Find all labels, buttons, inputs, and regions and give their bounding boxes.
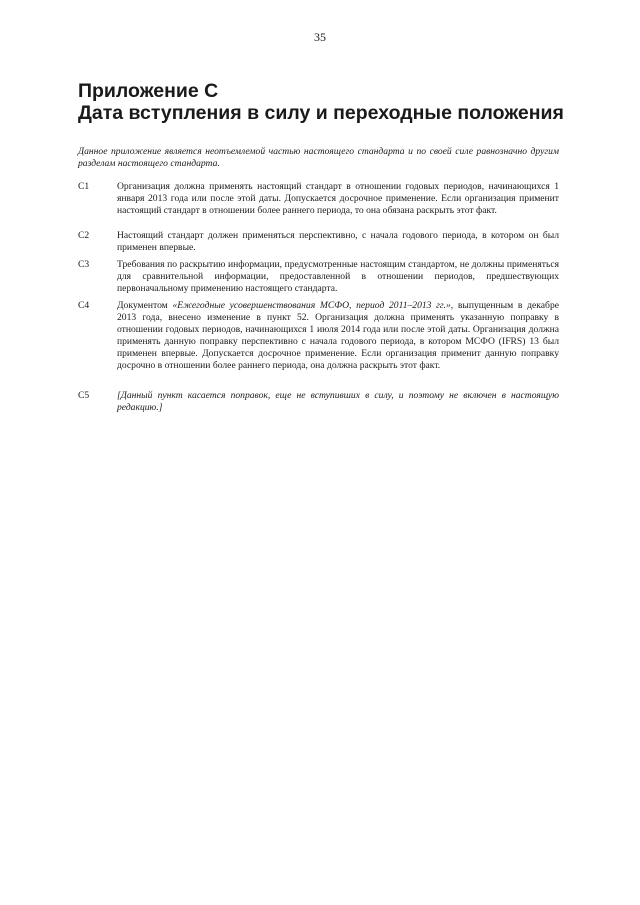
paragraph-c5 (78, 390, 559, 414)
paragraph-number: С4 (78, 300, 90, 311)
page-number: 35 (314, 30, 326, 44)
paragraph-text: Требования по раскрытию информации, предусмотренные настоящим стандартом, не должны применяться для сравнительной информации, предоставленной в отношении периодов, предшествующих первоначальному применению настоящего стандарта. (117, 259, 559, 294)
appendix-subtitle: Дата вступления в силу и переходные положения (78, 102, 564, 124)
paragraph-text-rest: , выпущенным в декабре 2013 года, внесено изменение в пункт 52. Организация должна применять указанную поправку в отношении годовых периодов, начинающихся 1 июля 2014 года или после этой даты. Организация должна применять данную поправку перспективно с начала годового периода, в котором МСФО (IFRS) 13 был применен впервые. Допускается досрочное применение. Если организация применит данную поправку досрочно в отношении более раннего периода, она должна раскрыть этот факт. (117, 300, 559, 371)
paragraph-number: С5 (78, 390, 90, 401)
paragraph-text-lead: Документом (117, 300, 173, 311)
appendix-title: Приложение С (78, 80, 219, 102)
paragraph-text (117, 300, 559, 372)
paragraph-c4 (78, 300, 559, 372)
paragraph-text: [Данный пункт касается поправок, еще не вступивших в силу, и поэтому не включен в настоящую редакцию.] (117, 390, 559, 413)
paragraph-number: С3 (78, 259, 90, 270)
paragraph-c1 (78, 181, 559, 217)
intro-note: Данное приложение является неотъемлемой частью настоящего стандарта и по своей силе равнозначно другим разделам настоящего стандарта. (78, 146, 559, 169)
appendix-heading (78, 80, 578, 124)
paragraph-number: С2 (78, 230, 90, 241)
paragraph-text: Настоящий стандарт должен применяться перспективно, с начала годового периода, в котором он был применен впервые. (117, 230, 559, 253)
document-title-reference: «Ежегодные усовершенствования МСФО, период 2011–2013 гг.» (172, 300, 451, 311)
paragraph-c3 (78, 259, 559, 295)
paragraph-c2 (78, 230, 559, 254)
paragraph-number: С1 (78, 181, 90, 192)
paragraph-text: Организация должна применять настоящий стандарт в отношении годовых периодов, начинающихся 1 января 2013 года или после этой даты. Допускается досрочное применение. Если организация применит настоящий стандарт в отношении более раннего периода, то она обязана раскрыть этот факт. (117, 181, 559, 216)
